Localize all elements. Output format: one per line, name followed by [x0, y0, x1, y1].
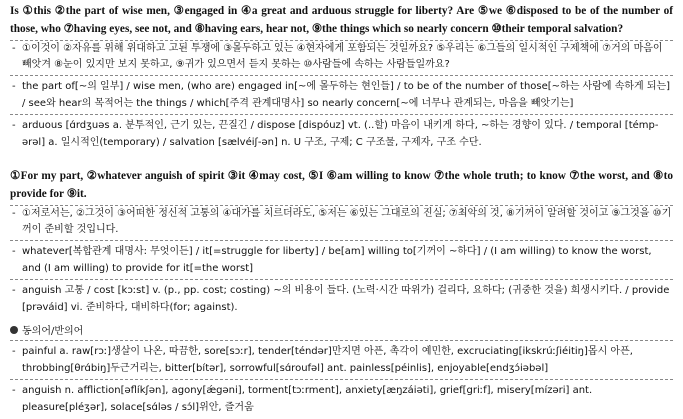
passage-2: ①For my part, ②whatever anguish of spirit ③it ④may cost, ⑤I ⑥am willing to know ⑦the whole truth; to know ⑦the worst, and ⑧to provide for ⑨it.: [10, 170, 673, 200]
divider: [10, 379, 673, 380]
synonyms-header-label: 동의어/반의어: [22, 326, 84, 337]
passage-2-note-2: - anguish 고통 / cost [kɔːst] v. (p., pp. cost; costing) ~의 비용이 들다. (노력·시간 따위가) 걸리다, 요하다; (귀중한 것을) 희생시키다. / provide [prəváid] vi. 준비하다, 대비하다(for; against).: [10, 282, 673, 316]
divider: [10, 75, 673, 76]
passage-1-note-1: - the part of[~의 일부] / wise men, (who are) engaged in[~에 몰두하는 현인들] / to be of the number of those[~하는 사람에 속하게 되는] / see와 hear의 목적어는 the things / which[주격 관계대명사] so nearly concern[~에 너무나 관계되는, 마음을 빼앗기는]: [10, 78, 673, 112]
synonym-anguish: - anguish n. affliction[əflíkʃən], agony[ǽgəni], torment[tɔːrment], anxiety[æŋzáiəti], grief[griːf], misery[mízəri] ant. pleasure[pléʒər], solace[sɑ́ləs / sɔ́l]위안, 즐거움: [10, 382, 673, 416]
divider: [10, 340, 673, 341]
divider: [10, 114, 673, 115]
passage-1: Is ①this ②the part of wise men, ③engaged in ④a great and arduous struggle for liberty? Are ⑤we ⑥disposed to be of the number of those, who ⑦having eyes, see not, and ⑧having ears, hear not, ⑨the things which so nearly concern ⑩their temporal salvation?: [10, 5, 673, 35]
divider: [10, 240, 673, 241]
passage-1-note-2: - arduous [ɑ́rdʒuəs a. 분투적인, 근기 있는, 끈질긴 / dispose [dispóuz] vt. (..할) 마음이 내키게 하다, ~하는 경향이 있다. / temporal [témp-ərəl] a. 일시적인(temporary) / salvation [sælvéiʃ-ən] n. U 구조, 구제; C 구조물, 구제자, 구조 수단.: [10, 117, 673, 151]
divider: [10, 279, 673, 280]
passage-1-translation: - ①이것이 ②자유를 위해 위대하고 고된 투쟁에 ③몰두하고 있는 ④현자에게 포함되는 것일까요? ⑤우리는 ⑥그들의 일시적인 구제책에 ⑦거의 마음이 빼앗겨 ⑧눈이 있지만 보지 못하고, ⑨귀가 있으면서 듣지 못하는 ⑩사람들에 속하는 사람들일까요?: [10, 41, 673, 73]
passage-2-translation: - ①저로서는, ②그것이 ③어떠한 정신적 고통의 ④대가를 치르더라도, ⑤저는 ⑥있는 그대로의 진실; ⑦최악의 것, ⑧기꺼이 알려할 것이고 ⑨그것을 ⑩기꺼이 준비할 것입니다.: [10, 206, 673, 238]
synonyms-header: [10, 322, 673, 337]
passage-2-note-1: - whatever[복합관계 대명사: 무엇이든] / it[=struggle for liberty] / be[am] willing to[기꺼이 ~하다] / (I am willing) to know the worst, and (I am willing) to provide for it[=the worst]: [10, 243, 673, 277]
synonym-painful: - painful a. raw[rɔː]생살이 나온, 따끔한, sore[sɔːr], tender[téndər]만지면 아픈, 촉각이 예민한, excruciating[ikskrúːʃiéitiŋ]몹시 아픈, throbbing[θrɑ́biŋ]두근거리는, bitter[bítər], sorrowful[sɑ́roufəl] ant. painless[péinlis], enjoyable[endʒɔ́iəbəl]: [10, 343, 673, 377]
bullet-icon: [10, 326, 18, 334]
